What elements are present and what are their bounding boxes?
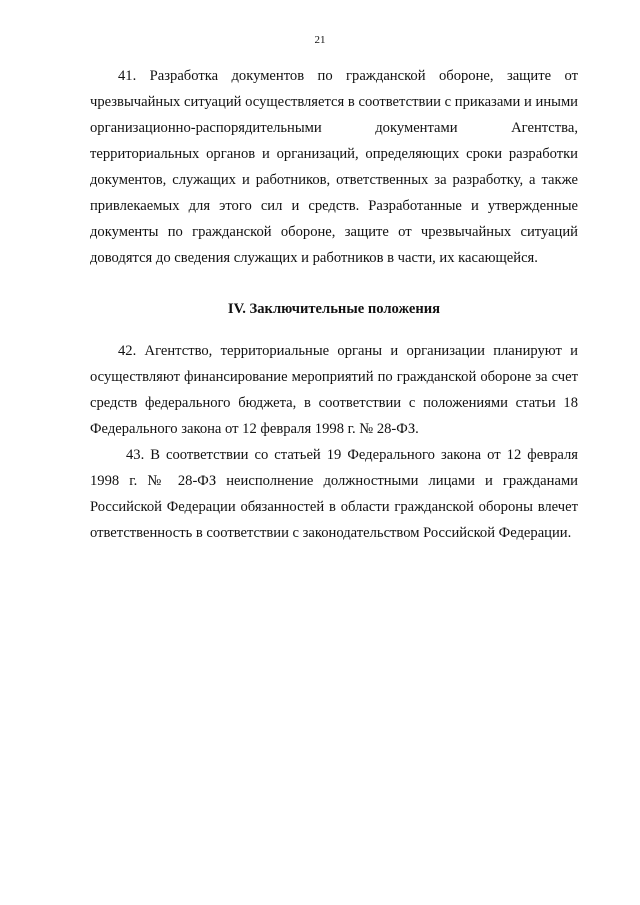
paragraph-41: 41. Разработка документов по гражданской обороне, защите от чрезвычайных ситуаций осуществляется в соответствии с приказами и иными организационно-распорядительными документами Агентства, территориальных органов и организаций, определяющих сроки разработки документов, служащих и работников, ответственных за разработку, а также привлекаемых для этого сил и средств. Разработанные и утвержденные документы по гражданской обороне, защите от чрезвычайных ситуаций доводятся до сведения служащих и работников в части, их касающейся. xyxy=(90,68,578,266)
section-heading: IV. Заключительные положения xyxy=(227,301,441,317)
page-number: 21 xyxy=(314,34,326,46)
paragraph-43: 43. В соответствии со статьей 19 Федерального закона от 12 февраля 1998 г. № 28-ФЗ неисполнение должностными лицами и гражданами Российской Федерации обязанностей в области гражданской обороны влечет ответственность в соответствии с законодательством Российской Федерации. xyxy=(90,447,578,541)
paragraph-42: 42. Агентство, территориальные органы и организации планируют и осуществляют финансирование мероприятий по гражданской обороне за счет средств федерального бюджета, в соответствии с положениями статьи 18 Федерального закона от 12 февраля 1998 г. № 28-ФЗ. xyxy=(90,343,578,437)
document-body xyxy=(90,63,578,546)
